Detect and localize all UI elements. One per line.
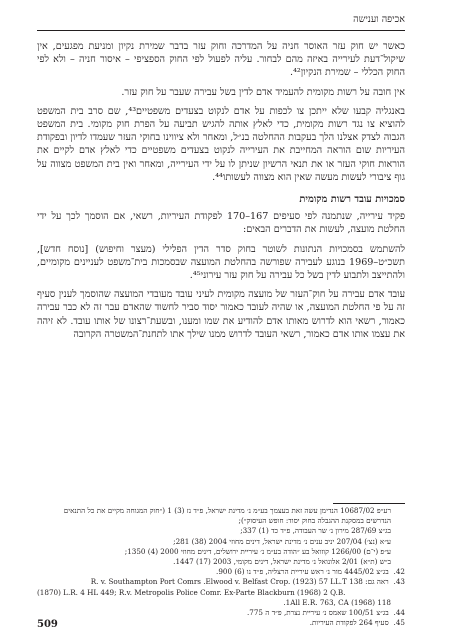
paragraph: אין חובה על רשות מקומית להעמיד אדם לדין בשל עבירה שעבר על חוק עזר. (121, 86, 405, 98)
footnote-continuation: ב״ש (ת״א) 2/01 אלונואל נ׳ מדינת ישראל, דינים מקומי, 2003 (17) 1447. (173, 557, 391, 567)
paragraph: באנגליה קבעו שלא ייתכן צו לכפות על אדם לנקוט בצעדים משפטיים⁴³, שם סרב בית המשפט להוציא צו נגד רשות מקומית, כדי לאלץ אותה להגיש תביעה על הפרת חוק מקומי. בית המשפט הגבוה לצדק אצלנו הלך בעקבות ההחלטה בנ״ל, ומאחר ולא ציווינו בחוקי העזר שעמדו לדיון ובפקודת העיריות שום הוראה המחייבת את העירייה לנקוט בצעדים משפטיים כדי לאלץ אדם לקיים את הוראות חוקי העזר או את תנאי הרשיון שניתן לו על ידי העירייה, ומאחר ואין בית המשפט מצווה על גוף ציבורי לעשות מעשה שאין הוא מצווה לעשותו⁴⁴. (37, 105, 405, 183)
paragraph: פקיד עירייה, שנתמנה לפי סעיפים 167–170 לפקודת העיריות, רשאי, אם הוסמך לכך על ידי החלטת מועצה, לעשות את הדברים הבאים: (37, 211, 405, 236)
paragraph: כאשר יש חוק עזר האוסר חניה על המדרכה וחוק עזר בדבר שמירת נקיון ומניעת מפגעים, אין שיקול־דעת לעירייה באיזה מהם לבחור. עליה לפעול לפי החוק הספציפי – איסור חניה – ולא לפי החוק הכללי – שמירת הנקיון⁴². (37, 41, 405, 79)
footnote-text: בג״צ 4445/02 מור נ׳ ראש עיריית הרצליה, פ״ד נו (6) 900. (216, 567, 389, 577)
footnote-number: 44. (393, 608, 405, 618)
footnote-continuation: רע״פ 10687/02 הנדימן עשה זאת בעצמך בע״מ נ׳ מדינת ישראל, פ״ד נז (3) 1 (״חוק המגוחה מקיים את כל התנאים הנדרשים במסקנת ההגבלה בחוק יסוד: חופש העיסוק״); (63, 506, 391, 526)
footnote-continuation: ע״פ (י־ם) 1266/00 קוזואל בע ״הודה בע״מ נ׳ עיריית ירושלים, דינים מחוזי 2000 (4) 1350; (124, 546, 391, 556)
footnote-text: סעיף 264 לפקודת העיריות. (309, 618, 389, 628)
footnote-text: ראה גם: R. v. Southampton Port Comrs .Elwood v. Belfast Crop. (1923) 57 LL.T 138 (90, 577, 389, 587)
footnote-text: בג״צ 100/51 שאמס נ׳ עיריית נצרת, פ״ד ה 775. (246, 608, 389, 618)
footnote-45 (37, 618, 405, 628)
section-heading: סמכויות עובד רשות מקומית (299, 194, 405, 206)
footnote-divider (333, 503, 405, 504)
footnote-continuation: בג״צ 287/69 מירון נ׳ שר העבודה, פ״ד כד (1) 337; (240, 526, 391, 536)
footnote-44 (37, 608, 405, 618)
footnote-number: 45. (393, 618, 405, 628)
footnote-43 (37, 577, 405, 587)
footnote-continuation: ע״א (נצ׳) 207/04 יניב ענים נ׳ מדינת ישראל, דינים מחוזי 2004 (38) 281; (173, 536, 391, 546)
footnote-number: 42. (393, 567, 405, 577)
main-text (37, 40, 405, 347)
running-head: אכיפה וענישה (37, 14, 405, 31)
footnote-number: 43. (393, 577, 405, 587)
footnote-42 (37, 567, 405, 577)
paragraph: להשתמש בסמכויות הנתונות לשוטר בחוק סדר הדין הפלילי (מעצר וחיפוש) [נוסח חדש], תשכ״ט–1969 בנוגע לעבירה שפורשה בהחלטת המועצה שבסמכות בית־משפט לעניינים מקומיים, ולהתייצב ולתבוע לדין בשל כל עבירה על חוק עזר עירוני⁴⁵. (37, 243, 405, 282)
footnote-text-continued: 118 (1968) 1All E.R. 763, CA. (283, 597, 391, 607)
footnotes (37, 506, 405, 628)
footnote-text-english: (1870) L.R. 4 HL 449; R.v. Metropolis Police Comr. Ex-Parte Blackburn (1968) 2 Q.B. (37, 587, 346, 597)
paragraph: עובד אדם עבירה על חוק־העזר של מועצה מקומית לעיני עובד מעובדי המועצה שהוסמך לענין סעיף זה על פי החלטת המועצה, או שהיה לעובד כאמור יסוד סביר לחשוד שהאדם עבר זה לא כבר עבירה כאמור, רשאי הוא לדרוש מאותו אדם להודיע את שמו ומענו, ובשעת־רצונו של אותו עובד. לא זיהה את עצמו אותו אדם כאמור, רשאי העובד לדרוש ממנו שילך אתו לתחנת־המשטרה הקרובה (37, 289, 405, 340)
page-number: 509 (37, 619, 58, 630)
